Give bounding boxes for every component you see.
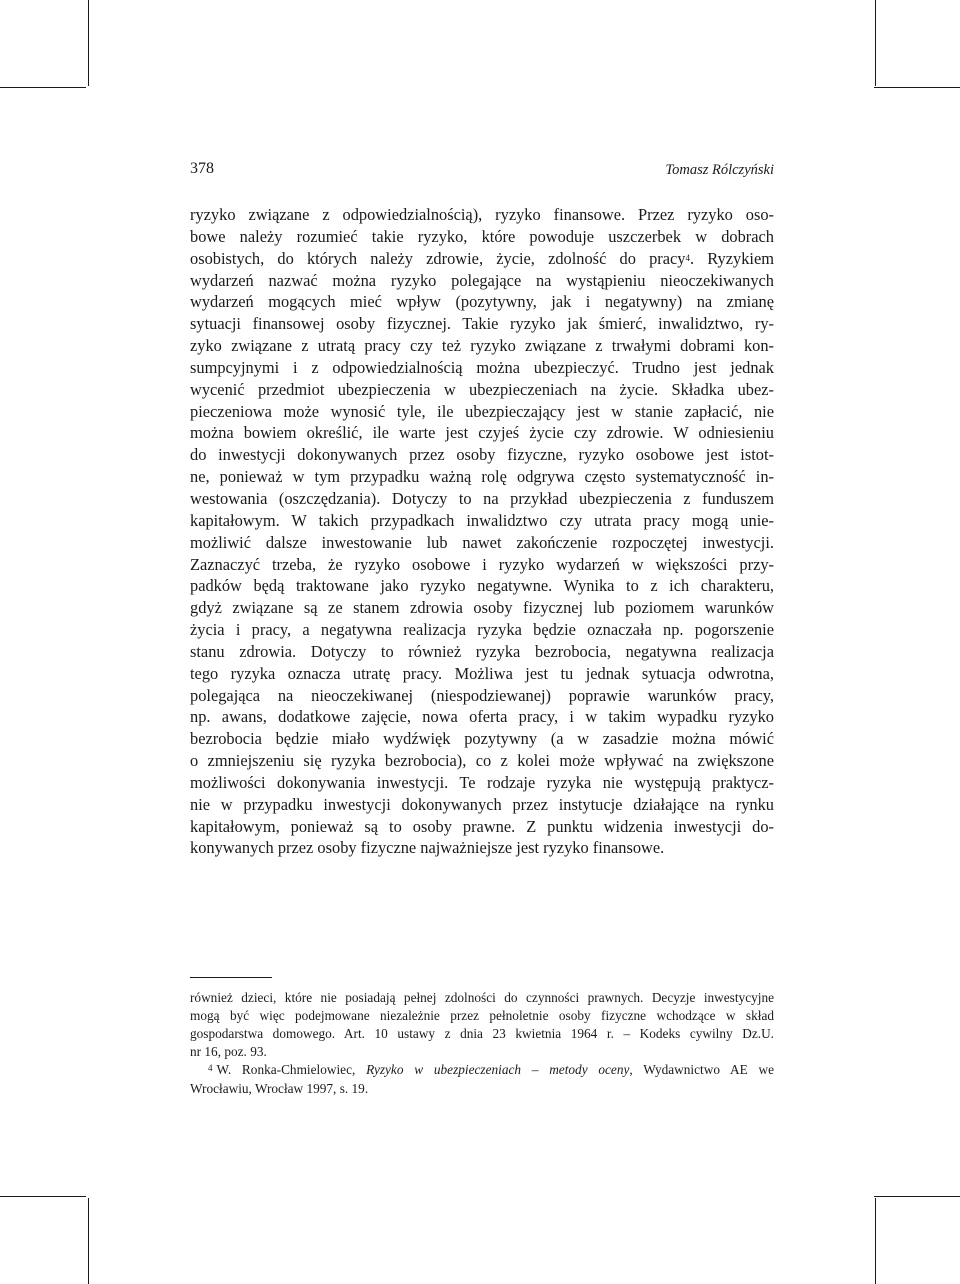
body-line: życia i pracy, a negatywna realizacja ryzyka będzie oznaczała np. pogorszenie: [190, 620, 774, 640]
footnote-separator: [190, 977, 272, 978]
body-line: Zaznaczyć trzeba, że ryzyko osobowe i ryzyko wydarzeń w większości przy-: [190, 554, 774, 574]
crop-mark-bottom-left-h: [0, 1196, 86, 1197]
body-line: sumpcyjnymi i z odpowiedzialnością można ubezpieczyć. Trudno jest jednak: [190, 357, 774, 377]
footnote-reference: 4: [685, 252, 690, 263]
body-line-with-footnote-ref: [190, 248, 774, 270]
body-line: np. awans, dodatkowe zajęcie, nowa oferta pracy, i w takim wypadku ryzyko: [190, 707, 774, 727]
body-line: bezrobocia będzie miało wydźwięk pozytywny (a w zasadzie można mówić: [190, 729, 774, 749]
footnote-continued-line: mogą być więc podejmowane niezależnie przez pełnoletnie osoby fizyczne wchodzące w skład: [190, 1008, 774, 1024]
body-text: [190, 204, 774, 859]
running-head-author: Tomasz Rólczyński: [665, 162, 774, 178]
footnote-number: 4: [208, 1062, 213, 1073]
body-line: można bowiem określić, ile warte jest czyjeś życie czy zdrowie. W odniesieniu: [190, 423, 774, 443]
body-line: gdyż związane są ze stanem zdrowia osoby fizycznej lub poziomem warunków: [190, 598, 774, 618]
crop-mark-bottom-right-h: [874, 1196, 960, 1197]
crop-mark-top-right-h: [874, 87, 960, 88]
body-line: do inwestycji dokonywanych przez osoby fizyczne, ryzyko osobowe jest istot-: [190, 445, 774, 465]
body-line: bowe należy rozumieć takie ryzyko, które powoduje uszczerbek w dobrach: [190, 226, 774, 246]
crop-mark-top-right: [875, 0, 876, 86]
body-line: wycenić przedmiot ubezpieczenia w ubezpieczeniach na życie. Składka ubez-: [190, 379, 774, 399]
body-line: nie w przypadku inwestycji dokonywanych przez instytucje działające na rynku: [190, 794, 774, 814]
page-header: [190, 160, 774, 184]
footnote-continued-line: gospodarstwa domowego. Art. 10 ustawy z dnia 23 kwietnia 1964 r. – Kodeks cywilny Dz.U.: [190, 1026, 774, 1042]
body-line-text: osobistych, do których należy zdrowie, życie, zdolność do pracy: [190, 248, 686, 268]
body-line: tego ryzyka oznacza utratę pracy. Możliwa jest tu jednak sytuacja odwrotna,: [190, 663, 774, 683]
page-number: 378: [190, 160, 214, 177]
footnote-4: [190, 1061, 774, 1080]
crop-mark-bottom-left: [88, 1198, 89, 1284]
body-line: o zmniejszeniu się ryzyka bezrobocia), co z kolei może wpływać na zwiększone: [190, 751, 774, 771]
body-line: możliwić dalsze inwestowanie lub nawet zakończenie rozpoczętej inwestycji.: [190, 532, 774, 552]
body-line-last: konywanych przez osoby fizyczne najważniejsze jest ryzyko finansowe.: [190, 838, 665, 858]
footnote-publisher: , Wydawnictwo AE we: [629, 1062, 775, 1078]
body-line: wydarzeń mogących mieć wpływ (pozytywny, jak i negatywny) na zmianę: [190, 292, 774, 312]
footnotes: [190, 989, 774, 1099]
body-line-tail: . Ryzykiem: [690, 248, 774, 268]
body-line: wydarzeń nazwać można ryzyko polegające na wystąpieniu nieoczekiwanych: [190, 270, 774, 290]
crop-mark-top-left: [88, 0, 89, 86]
body-line: ryzyko związane z odpowiedzialnością), ryzyko finansowe. Przez ryzyko oso-: [190, 205, 774, 224]
footnote-continued-line: nr 16, poz. 93.: [190, 1044, 267, 1060]
body-line: sytuacji finansowej osoby fizycznej. Takie ryzyko jak śmierć, inwalidztwo, ry-: [190, 314, 774, 334]
body-line: ne, ponieważ w tym przypadku ważną rolę odgrywa często systematyczność in-: [190, 467, 774, 487]
crop-mark-bottom-right: [875, 1198, 876, 1284]
body-line: pieczeniowa może wynosić tyle, ile ubezpieczający jest w stanie zapłacić, nie: [190, 401, 774, 421]
footnote-author: W. Ronka-Chmielowiec,: [216, 1062, 367, 1078]
body-line: westowania (oszczędzania). Dotyczy to na przykład ubezpieczenia z funduszem: [190, 488, 774, 508]
body-line: możliwości dokonywania inwestycji. Te rodzaje ryzyka nie występują praktycz-: [190, 772, 774, 792]
footnote-continued-line: również dzieci, które nie posiadają pełnej zdolności do czynności prawnych. Decyzje inwestycyjne: [190, 990, 774, 1005]
footnote-title: Ryzyko w ubezpieczeniach – metody oceny: [366, 1062, 630, 1078]
body-line: kapitałowym, ponieważ są to osoby prawne. Z punktu widzenia inwestycji do-: [190, 816, 774, 836]
body-line: polegająca na nieoczekiwanej (niespodziewanej) poprawie warunków pracy,: [190, 685, 774, 705]
body-line: kapitałowym. W takich przypadkach inwalidztwo czy utrata pracy mogą unie-: [190, 510, 774, 530]
crop-mark-top-left-h: [0, 87, 86, 88]
body-line: zyko związane z utratą pracy czy też ryzyko związane z trwałymi dobrami kon-: [190, 336, 774, 356]
body-line: stanu zdrowia. Dotyczy to również ryzyka bezrobocia, negatywna realizacja: [190, 641, 774, 661]
footnote-4-line2: Wrocławiu, Wrocław 1997, s. 19.: [190, 1081, 369, 1097]
body-line: padków będą traktowane jako ryzyko negatywne. Wynika to z ich charakteru,: [190, 576, 774, 596]
